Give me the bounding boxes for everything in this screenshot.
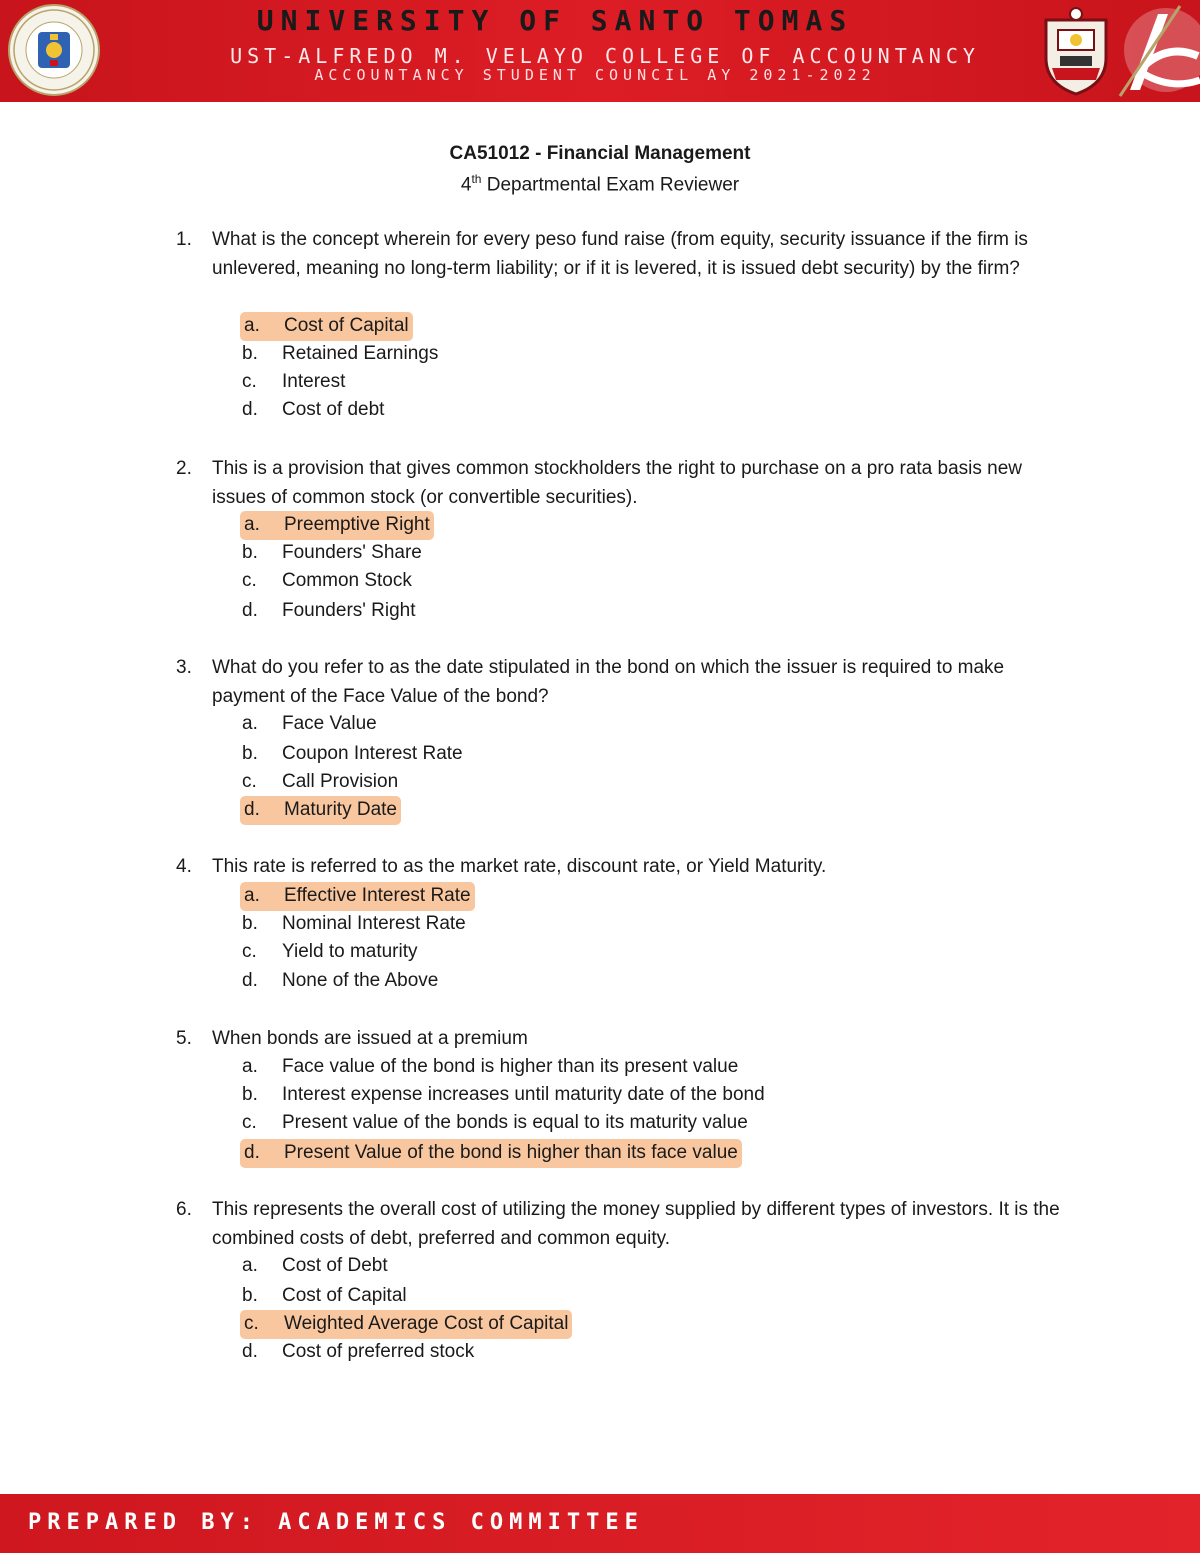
question-text: When bonds are issued at a premium [212,1028,528,1049]
question-number: 3. [176,657,192,678]
answer-highlight: d. Maturity Date [240,796,401,825]
question-number: 4. [176,856,192,877]
document-subtitle: 4th Departmental Exam Reviewer [460,172,740,196]
question-number: 2. [176,458,192,479]
header-college-title: UST-ALFREDO M. VELAYO COLLEGE OF ACCOUNTANCY [230,44,980,68]
answer-highlight: a. Preemptive Right [240,511,434,540]
question-number: 5. [176,1028,192,1049]
answer-highlight: a. Effective Interest Rate [240,882,475,911]
college-crest-logo [1036,6,1116,96]
question-text: What do you refer to as the date stipulated in the bond on which the issuer is required to make payment of the Face Value of the bond? [212,657,1005,707]
answer-highlight: a. Cost of Capital [240,312,413,341]
question-text: This rate is referred to as the market rate, discount rate, or Yield Maturity. [212,856,827,877]
question-text: What is the concept wherein for every peso fund raise (from equity, security issuance if the firm is unlevered, meaning no long-term liability; or if it is levered, it is issued debt security) by the firm? [212,229,1028,279]
footer-prepared-by: PREPARED BY: ACADEMICS COMMITTEE [28,1510,644,1535]
document-title: CA51012 - Financial Management [449,143,751,164]
question-text: This represents the overall cost of utilizing the money supplied by different types of investors. It is the combined costs of debt, preferred and common equity. [212,1199,1060,1249]
question-number: 6. [176,1199,192,1220]
footer-banner [0,1494,1200,1553]
answer-highlight: d. Present Value of the bond is higher than its face value [240,1139,742,1168]
question-text: This is a provision that gives common stockholders the right to purchase on a pro rata basis new issues of common stock (or convertible securities). [212,458,1023,508]
answer-highlight: c. Weighted Average Cost of Capital [240,1310,572,1339]
header-banner [0,0,1200,102]
question-number: 1. [176,229,192,250]
asc-council-logo [1110,4,1200,98]
header-university-title: UNIVERSITY OF SANTO TOMAS [256,4,854,37]
header-council-title: ACCOUNTANCY STUDENT COUNCIL AY 2021-2022 [314,66,876,84]
